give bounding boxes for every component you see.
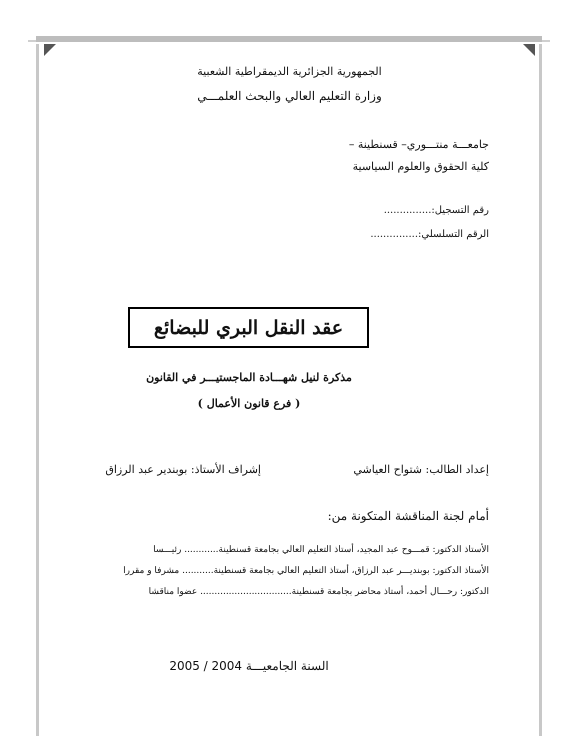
prepared-by: إعداد الطالب: شتواح العياشي: [353, 463, 489, 476]
corner-marker-left-icon: [44, 44, 56, 56]
republic-name: الجمهورية الجزائرية الديمقراطية الشعبية: [197, 65, 382, 78]
faculty-name: كلية الحقوق والعلوم السياسية: [352, 160, 489, 173]
committee-member-supervisor: الأستاذ الدكتور: بوبنديـــر عبد الرزاق، أستاذ التعليم العالي بجامعة قسنطينة........... مشرفا و مقررا: [123, 566, 489, 576]
committee-heading: أمام لجنة المناقشة المتكونة من:: [327, 509, 489, 523]
page-frame-left: [36, 44, 39, 736]
page-frame-right: [539, 44, 542, 736]
university-name: جامعـــة منتـــوري– قسنطينة –: [348, 138, 489, 151]
ministry-name: وزارة التعليم العالي والبحث العلمـــي: [197, 89, 382, 103]
degree-line: مذكرة لنيل شهـــادة الماجستيـــر في القانون: [146, 371, 352, 384]
corner-marker-right-icon: [523, 44, 535, 56]
thesis-title: عقد النقل البري للبضائع: [153, 316, 344, 339]
academic-year-value: 2004 / 2005: [169, 659, 243, 673]
branch-line: ( فرع قانون الأعمال ): [197, 397, 301, 410]
registration-number: رقم التسجيل:...............: [383, 205, 489, 216]
supervisor: إشراف الأستاذ: بوبندير عبد الرزاق: [105, 463, 261, 476]
title-box: [128, 307, 369, 348]
committee-member-chair: الأستاذ الدكتور: قمـــوح عبد المجيد، أستاذ التعليم العالي بجامعة قسنطينة............ رئيـــسا: [153, 545, 489, 555]
page-frame-top: [36, 36, 542, 42]
committee-member-examiner: الدكتور: رحـــال أحمد، أستاذ محاضر بجامعة قسنطينة................................ عضوا مناقشا: [148, 587, 489, 597]
serial-number: الرقم التسلسلي:...............: [370, 229, 489, 240]
academic-year: [0, 659, 498, 673]
academic-year-label: السنة الجامعيـــة: [245, 659, 329, 673]
